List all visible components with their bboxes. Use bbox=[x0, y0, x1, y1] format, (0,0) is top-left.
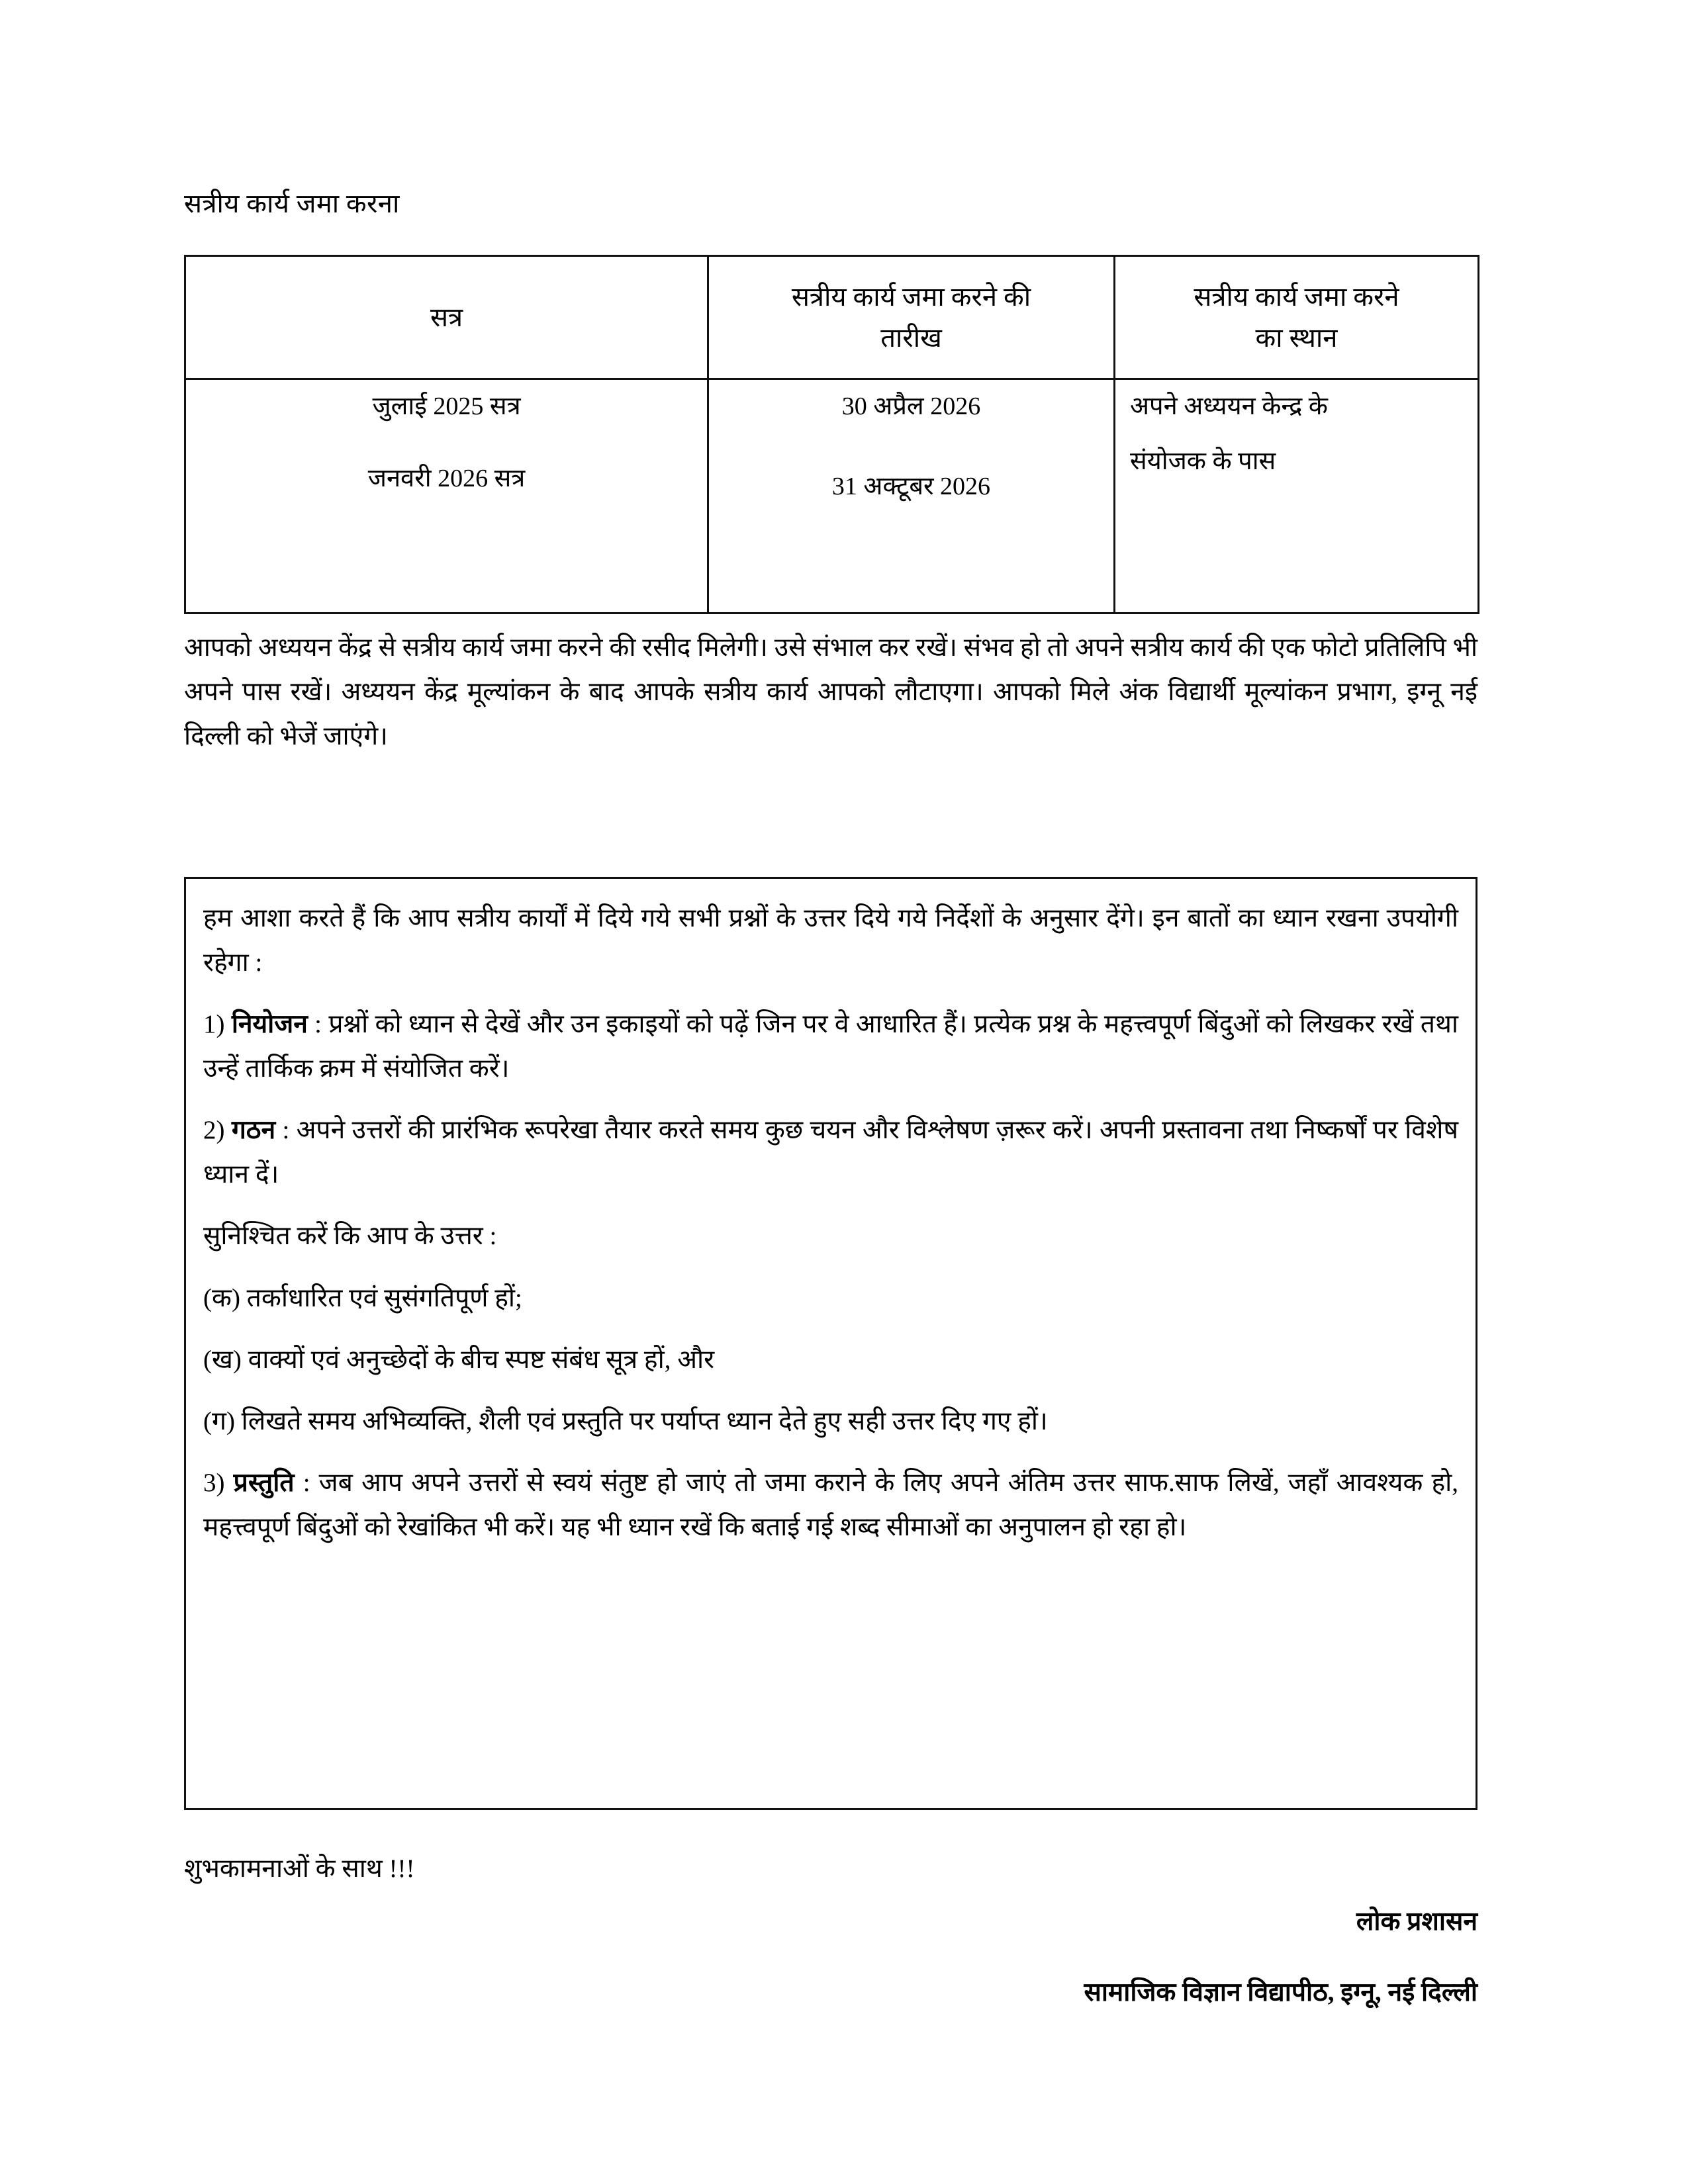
point-3-number: 3) bbox=[203, 1468, 225, 1497]
point-3-text: : जब आप अपने उत्तरों से स्वयं संतुष्ट हो जाएं तो जमा कराने के लिए अपने अंतिम उत्तर साफ.साफ लिखें, जहाँ आवश्यक हो, महत्त्वपूर्ण बिंदुओं को रेखांकित भी करें। यह भी ध्यान रखें कि बताई गई शब्द सीमाओं का अनुपालन हो रहा हो। bbox=[203, 1468, 1459, 1541]
guidance-intro: हम आशा करते हैं कि आप सत्रीय कार्यों में दिये गये सभी प्रश्नों के उत्तर दिये गये निर्देशों के अनुसार देंगे। इन बातों का ध्यान रखना उपयोगी रहेगा : bbox=[203, 904, 1458, 978]
column-header-session bbox=[185, 256, 708, 379]
signature-program: लोक प्रशासन bbox=[1356, 1907, 1477, 1936]
guidance-point-2 bbox=[203, 1108, 1458, 1197]
receipt-instructions-paragraph: आपको अध्ययन केंद्र से सत्रीय कार्य जमा करने की रसीद मिलेगी। उसे संभाल कर रखें। संभव हो तो अपने सत्रीय कार्य की एक फोटो प्रतिलिपि भी अपने पास रखें। अध्ययन केंद्र मूल्यांकन के बाद आपके सत्रीय कार्य आपको लौटाएगा। आपको मिले अंक विद्यार्थी मूल्यांकन प्रभाग, इग्नू नई दिल्ली को भेजें जाएंगे। bbox=[184, 633, 1477, 751]
column-header-session-line-1: सत्र bbox=[430, 302, 463, 332]
point-1-number: 1) bbox=[203, 1010, 225, 1039]
column-header-place-line-1: सत्रीय कार्य जमा करने bbox=[1194, 281, 1399, 312]
point-2-label: गठन bbox=[231, 1116, 276, 1145]
assignment-submission-table bbox=[184, 255, 1479, 614]
session-july-2025: जुलाई 2025 सत्र bbox=[372, 392, 521, 420]
cell-place bbox=[1115, 379, 1479, 614]
guidance-ensure-line: सुनिश्चित करें कि आप के उत्तर : bbox=[203, 1222, 497, 1251]
point-1-label: नियोजन bbox=[231, 1010, 308, 1039]
signature-block bbox=[184, 1903, 1477, 2012]
date-31-october-2026: 31 अक्टूबर 2026 bbox=[831, 472, 991, 500]
guidance-point-3 bbox=[203, 1461, 1458, 1549]
place-line-1: अपने अध्ययन केन्द्र के bbox=[1130, 392, 1328, 420]
point-3-label: प्रस्तुति bbox=[233, 1468, 295, 1497]
table-header bbox=[185, 256, 1479, 379]
guidance-sub-a: (क) तर्काधारित एवं सुसंगतिपूर्ण हों; bbox=[203, 1283, 522, 1312]
column-header-date bbox=[708, 256, 1115, 379]
column-header-place bbox=[1115, 256, 1479, 379]
guidance-sub-b: (ख) वाक्यों एवं अनुच्छेदों के बीच स्पष्ट संबंध सूत्र हों, और bbox=[203, 1345, 715, 1374]
column-header-date-line-2: तारीख bbox=[880, 322, 942, 353]
point-2-number: 2) bbox=[203, 1116, 225, 1145]
point-2-text: : अपने उत्तरों की प्रारंभिक रूपरेखा तैयार करते समय कुछ चयन और विश्लेषण ज़रूर करें। अपनी प्रस्तावना तथा निष्कर्षों पर विशेष ध्यान दें। bbox=[203, 1116, 1458, 1189]
table-row bbox=[185, 379, 1479, 614]
guidance-point-1 bbox=[203, 1002, 1458, 1091]
column-header-place-line-2: का स्थान bbox=[1255, 322, 1338, 353]
cell-dates bbox=[708, 379, 1115, 614]
page-title: सत्रीय कार्य जमा करना bbox=[184, 189, 400, 218]
cell-sessions bbox=[185, 379, 708, 614]
guidance-box bbox=[184, 877, 1477, 1810]
table-header-row bbox=[185, 256, 1479, 379]
table-body bbox=[185, 379, 1479, 614]
point-1-text: : प्रश्नों को ध्यान से देखें और उन इकाइयों को पढ़ें जिन पर वे आधारित हैं। प्रत्येक प्रश्न के महत्त्वपूर्ण बिंदुओं को लिखकर रखें तथा उन्हें तार्किक क्रम में संयोजित करें। bbox=[203, 1010, 1458, 1083]
place-line-2: संयोजक के पास bbox=[1130, 447, 1276, 475]
session-january-2026: जनवरी 2026 सत्र bbox=[367, 464, 526, 492]
guidance-sub-c: (ग) लिखते समय अभिव्यक्ति, शैली एवं प्रस्तुति पर पर्याप्त ध्यान देते हुए सही उत्तर दिए गए हों। bbox=[203, 1406, 1048, 1435]
closing-greeting: शुभकामनाओं के साथ !!! bbox=[184, 1854, 415, 1883]
date-30-april-2026: 30 अप्रैल 2026 bbox=[841, 392, 981, 420]
column-header-date-line-1: सत्रीय कार्य जमा करने की bbox=[791, 281, 1031, 312]
signature-department: सामाजिक विज्ञान विद्यापीठ, इग्नू, नई दिल्ली bbox=[1084, 1978, 1477, 2007]
